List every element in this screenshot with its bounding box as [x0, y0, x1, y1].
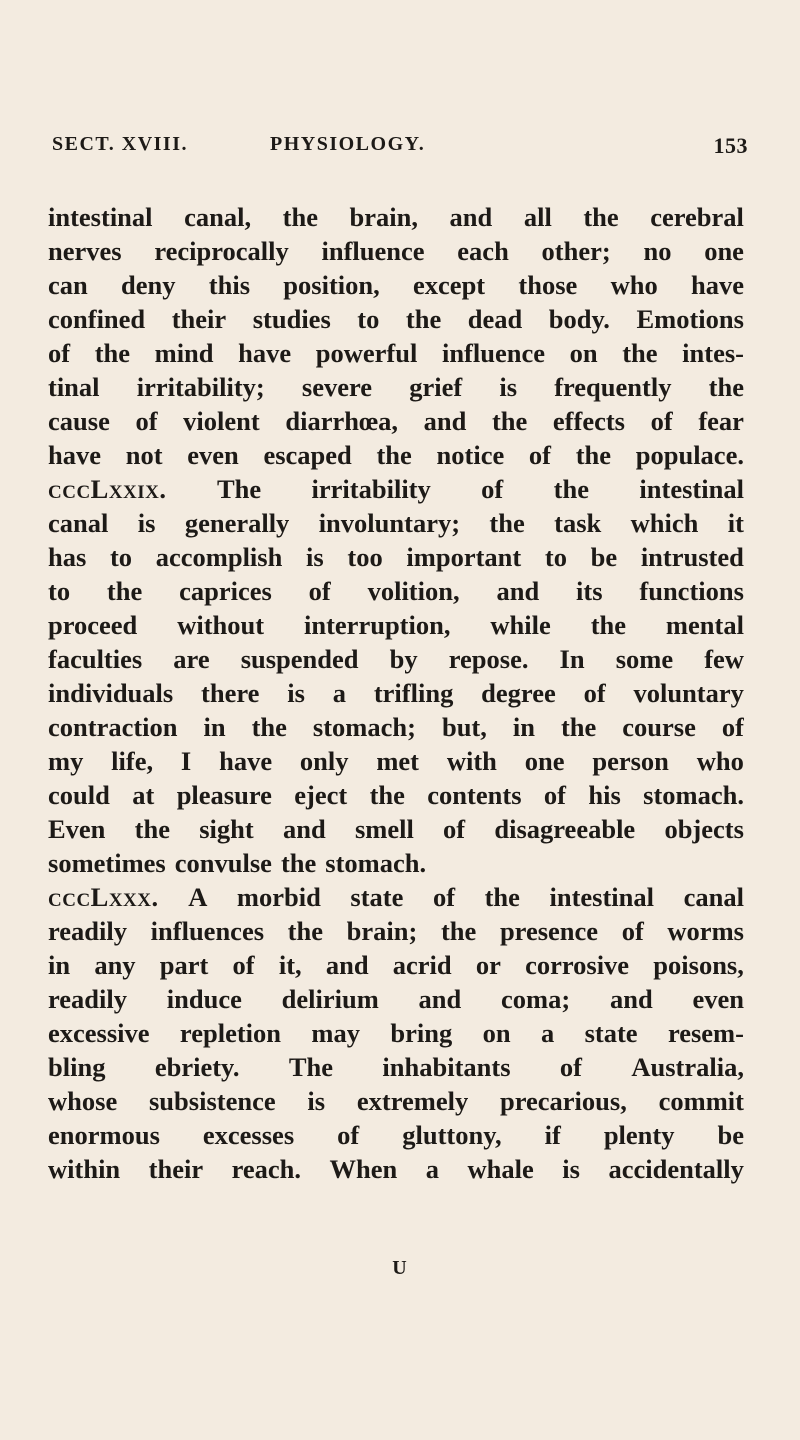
text-line: enormous excesses of gluttony, if plenty be [48, 1120, 744, 1150]
text-line: proceed without interruption, while the mental [48, 610, 744, 640]
text-line: to the caprices of volition, and its functions [48, 576, 744, 606]
text-line: within their reach. When a whale is accidentally [48, 1154, 744, 1184]
text-line: have not even escaped the notice of the populace. [48, 440, 744, 470]
text-line: bling ebriety. The inhabitants of Australia, [48, 1052, 744, 1082]
text-line: has to accomplish is too important to be intrusted [48, 542, 744, 572]
text-line: cause of violent diarrhœa, and the effects of fear [48, 406, 744, 436]
text-line: contraction in the stomach; but, in the course of [48, 712, 744, 742]
text-line: sometimes convulse the stomach. [48, 848, 427, 878]
text-line: readily induce delirium and coma; and even [48, 984, 744, 1014]
running-head [52, 133, 748, 161]
text-line: canal is generally involuntary; the task which it [48, 508, 744, 538]
text-line: intestinal canal, the brain, and all the cerebral [48, 202, 744, 232]
text-line: excessive repletion may bring on a state resem- [48, 1018, 744, 1048]
text-line: readily influences the brain; the presence of worms [48, 916, 744, 946]
text-line: whose subsistence is extremely precarious, commit [48, 1086, 744, 1116]
text-line: cccLxxx. A morbid state of the intestinal canal [48, 882, 744, 912]
body-text [48, 200, 744, 1186]
text-line: confined their studies to the dead body. Emotions [48, 304, 744, 334]
text-line: my life, I have only met with one person who [48, 746, 744, 776]
running-title: PHYSIOLOGY. [270, 133, 426, 155]
text-line: could at pleasure eject the contents of his stomach. [48, 780, 744, 810]
signature-mark: U [392, 1257, 408, 1279]
page-number: 153 [713, 133, 748, 158]
text-line: Even the sight and smell of disagreeable objects [48, 814, 744, 844]
text-line: cccLxxix. The irritability of the intestinal [48, 474, 744, 504]
text-line: individuals there is a trifling degree of voluntary [48, 678, 744, 708]
text-line: of the mind have powerful influence on the intes- [48, 338, 744, 368]
text-line: nerves reciprocally influence each other; no one [48, 236, 744, 266]
text-line: tinal irritability; severe grief is frequently the [48, 372, 744, 402]
text-line: can deny this position, except those who have [48, 270, 744, 300]
text-line: faculties are suspended by repose. In some few [48, 644, 744, 674]
section-label: SECT. XVIII. [52, 133, 188, 155]
text-line: in any part of it, and acrid or corrosive poisons, [48, 950, 744, 980]
